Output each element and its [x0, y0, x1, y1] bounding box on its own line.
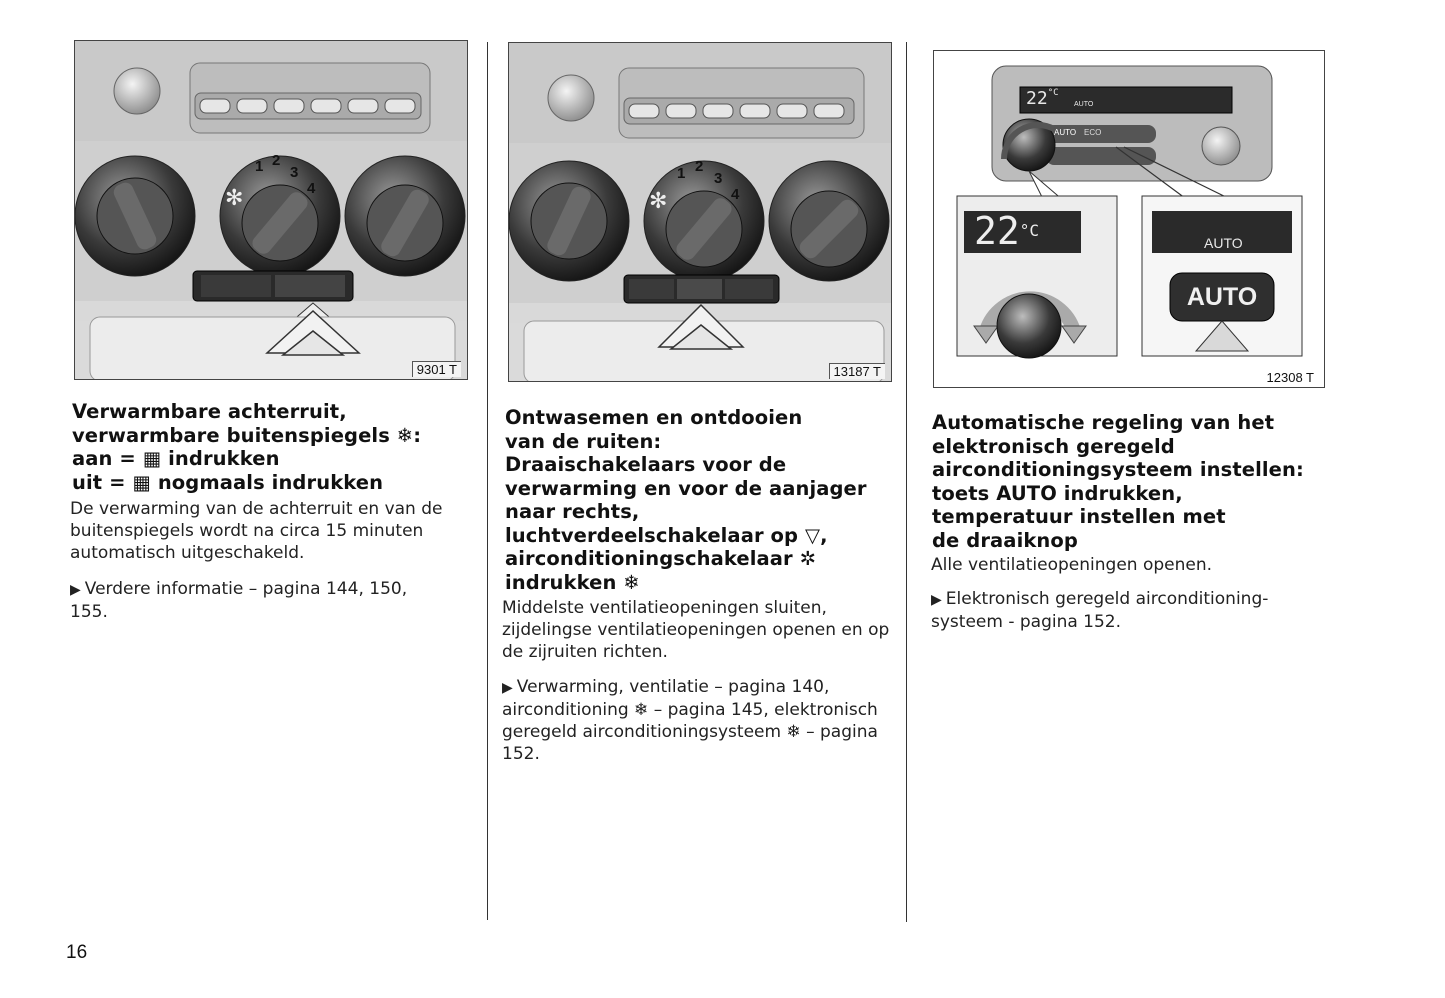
dashboard-illustration-2 — [509, 43, 892, 382]
arrow-right-icon: ▶ — [70, 582, 81, 598]
svg-text:✻: ✻ — [649, 189, 668, 214]
column-divider-2 — [906, 42, 907, 922]
heading-line: Draaischakelaars voor de — [505, 453, 787, 476]
body-text-panel-3: Alle ventilatieopeningen openen. — [931, 555, 1213, 575]
svg-text:3: 3 — [290, 164, 299, 181]
display-temp-unit: °C — [1019, 221, 1040, 240]
display-temp-unit: °C — [1047, 88, 1059, 98]
figure-label: 12308 T — [1263, 370, 1318, 385]
arrow-right-icon: ▶ — [931, 592, 942, 608]
display-temp-value: 22 — [974, 209, 1020, 253]
reference-text: Verdere informatie – pagina 144, 150, 155. — [70, 579, 408, 622]
heading-line: Automatische regeling van het — [932, 411, 1275, 434]
svg-text:4: 4 — [307, 180, 316, 197]
display-temperature-large — [974, 209, 1039, 253]
reference-text: Elektronisch geregeld airconditioning-systeem - pagina 152. — [931, 589, 1269, 632]
heading-line: temperatuur instellen met — [932, 505, 1226, 528]
svg-text:✻: ✻ — [225, 186, 244, 211]
figure-automatic-climate — [933, 50, 1325, 388]
figure-label: 9301 T — [412, 361, 461, 377]
heading-automatic-climate — [932, 411, 1327, 552]
column-divider-1 — [487, 42, 488, 920]
heading-line: verwarming en voor de aanjager — [505, 476, 867, 500]
heading-line: Ontwasemen en ontdooien — [505, 406, 803, 429]
heading-line: indrukken ❄ — [505, 570, 640, 594]
figure-heated-rear-window — [74, 40, 468, 380]
eco-button-small: ECO — [1084, 128, 1102, 137]
heading-heated-rear-window — [72, 400, 472, 494]
heading-line: Verwarmbare achterruit, — [72, 400, 347, 423]
heading-line: luchtverdeelschakelaar op ▽, — [505, 523, 828, 547]
dashboard-illustration-1 — [75, 41, 468, 380]
heading-defog-defrost — [505, 406, 900, 594]
reference-panel-1 — [70, 578, 450, 623]
figure-defog-defrost — [508, 42, 892, 382]
reference-text: Verwarming, ventilatie – pagina 140, airconditioning ❄ – pagina 145, elektronisch geregeld airconditioningsysteem ❄ – pagina 152. — [502, 677, 878, 764]
heading-line: elektronisch geregeld — [932, 434, 1175, 458]
heading-line: van de ruiten: — [505, 429, 662, 453]
heading-line: de draaiknop — [932, 528, 1078, 552]
svg-text:3: 3 — [714, 170, 723, 187]
body-text-panel-1: De verwarming van de achterruit en van de buitenspiegels wordt na circa 15 minuten automatisch uitgeschakeld. — [70, 499, 443, 563]
heading-line: airconditioningsysteem instellen: — [932, 458, 1304, 481]
svg-text:4: 4 — [731, 186, 740, 203]
heading-line: aan = ▦ indrukken — [72, 447, 280, 470]
display-temp-value: 22 — [1026, 88, 1048, 109]
svg-text:1: 1 — [677, 165, 686, 182]
heading-line: toets AUTO indrukken, — [932, 481, 1183, 505]
arrow-right-icon: ▶ — [502, 680, 513, 696]
svg-text:1: 1 — [255, 158, 264, 175]
display-mode-large: AUTO — [1204, 235, 1243, 251]
heading-line: airconditioningschakelaar ✲ — [505, 547, 817, 570]
figure-label: 13187 T — [829, 363, 885, 379]
svg-text:2: 2 — [272, 152, 281, 169]
page-number: 16 — [66, 942, 88, 963]
display-temperature-small — [1026, 88, 1059, 109]
auto-button-large: AUTO — [1186, 283, 1258, 311]
heading-line: uit = ▦ nogmaals indrukken — [72, 470, 384, 494]
reference-panel-2 — [502, 676, 887, 765]
display-mode-small: AUTO — [1074, 101, 1094, 108]
reference-panel-3 — [931, 588, 1311, 633]
heading-line: verwarmbare buitenspiegels ❄: — [72, 423, 422, 447]
svg-text:2: 2 — [695, 158, 704, 175]
body-text-panel-2: Middelste ventilatieopeningen sluiten, zijdelingse ventilatieopeningen openen en op de zijruiten richten. — [502, 598, 890, 662]
auto-button-small: AUTO — [1054, 128, 1077, 137]
heading-line: naar rechts, — [505, 500, 640, 523]
